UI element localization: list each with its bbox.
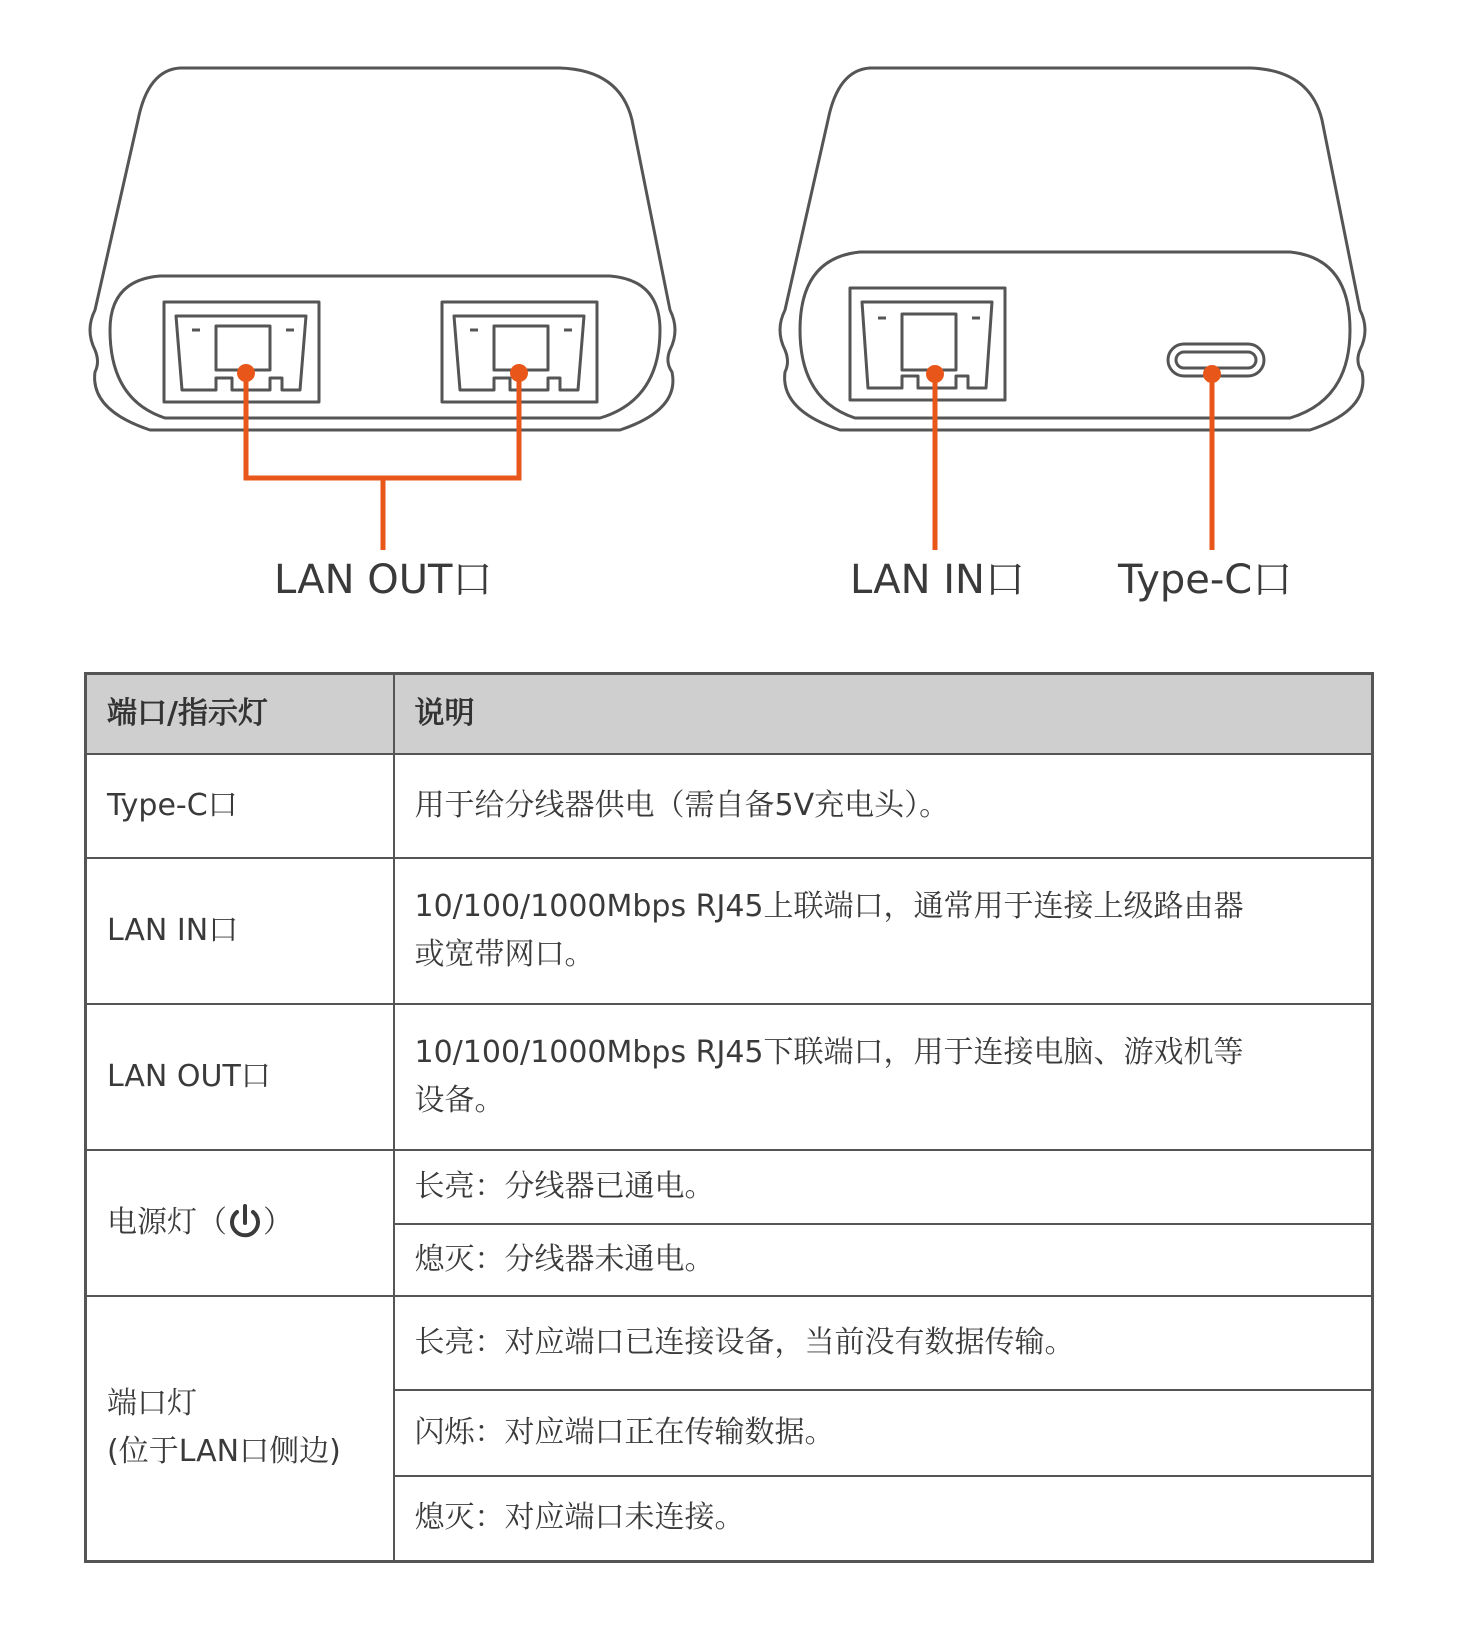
cell-lan-out-name: LAN OUT口 — [86, 1004, 394, 1150]
lan-in-desc-line1: 10/100/1000Mbps RJ45上联端口，通常用于连接上级路由器 — [414, 888, 1244, 924]
lan-in-label: LAN IN口 — [850, 557, 1025, 603]
cell-power-light-name — [86, 1150, 394, 1296]
power-light-prefix: 电源灯（ — [107, 1204, 227, 1240]
port-light-line2: (位于LAN口侧边) — [107, 1434, 341, 1470]
header-description: 说明 — [394, 674, 1373, 754]
lan-out-label: LAN OUT口 — [274, 557, 493, 603]
cell-type-c-name: Type-C口 — [86, 754, 394, 858]
header-port-indicator: 端口/指示灯 — [86, 674, 394, 754]
device-diagram — [0, 0, 1458, 640]
lan-in-desc-line2: 或宽带网口。 — [414, 936, 595, 972]
power-icon — [227, 1203, 263, 1243]
power-light-suffix: ） — [263, 1204, 293, 1240]
cell-lan-in-desc — [394, 858, 1373, 1004]
port-indicator-table — [84, 672, 1374, 1563]
left-device — [90, 68, 675, 430]
type-c-label: Type-C口 — [1118, 557, 1293, 603]
callout-dot-type-c — [1203, 365, 1221, 383]
right-device — [780, 68, 1365, 430]
table-row-port-on — [86, 1296, 1373, 1390]
cell-power-on-desc: 长亮：分线器已通电。 — [394, 1150, 1373, 1224]
callout-dot-lan-out-2 — [510, 364, 528, 382]
port-light-line1: 端口灯 — [107, 1386, 197, 1422]
table-header-row — [86, 674, 1373, 754]
table-row-power-on — [86, 1150, 1373, 1224]
callout-dot-lan-in — [926, 365, 944, 383]
cell-port-off-desc: 熄灭：对应端口未连接。 — [394, 1476, 1373, 1562]
table-row-lan-in — [86, 858, 1373, 1004]
cell-port-light-name — [86, 1296, 394, 1562]
lan-out-desc-line2: 设备。 — [414, 1082, 505, 1118]
cell-lan-in-name: LAN IN口 — [86, 858, 394, 1004]
lan-out-desc-line1: 10/100/1000Mbps RJ45下联端口，用于连接电脑、游戏机等 — [414, 1034, 1244, 1070]
cell-lan-out-desc — [394, 1004, 1373, 1150]
callout-dot-lan-out-1 — [237, 364, 255, 382]
cell-port-blink-desc: 闪烁：对应端口正在传输数据。 — [394, 1390, 1373, 1476]
cell-type-c-desc: 用于给分线器供电（需自备5V充电头）。 — [394, 754, 1373, 858]
cell-power-off-desc: 熄灭：分线器未通电。 — [394, 1224, 1373, 1296]
table-row-type-c — [86, 754, 1373, 858]
cell-port-on-desc: 长亮：对应端口已连接设备，当前没有数据传输。 — [394, 1296, 1373, 1390]
table-row-lan-out — [86, 1004, 1373, 1150]
